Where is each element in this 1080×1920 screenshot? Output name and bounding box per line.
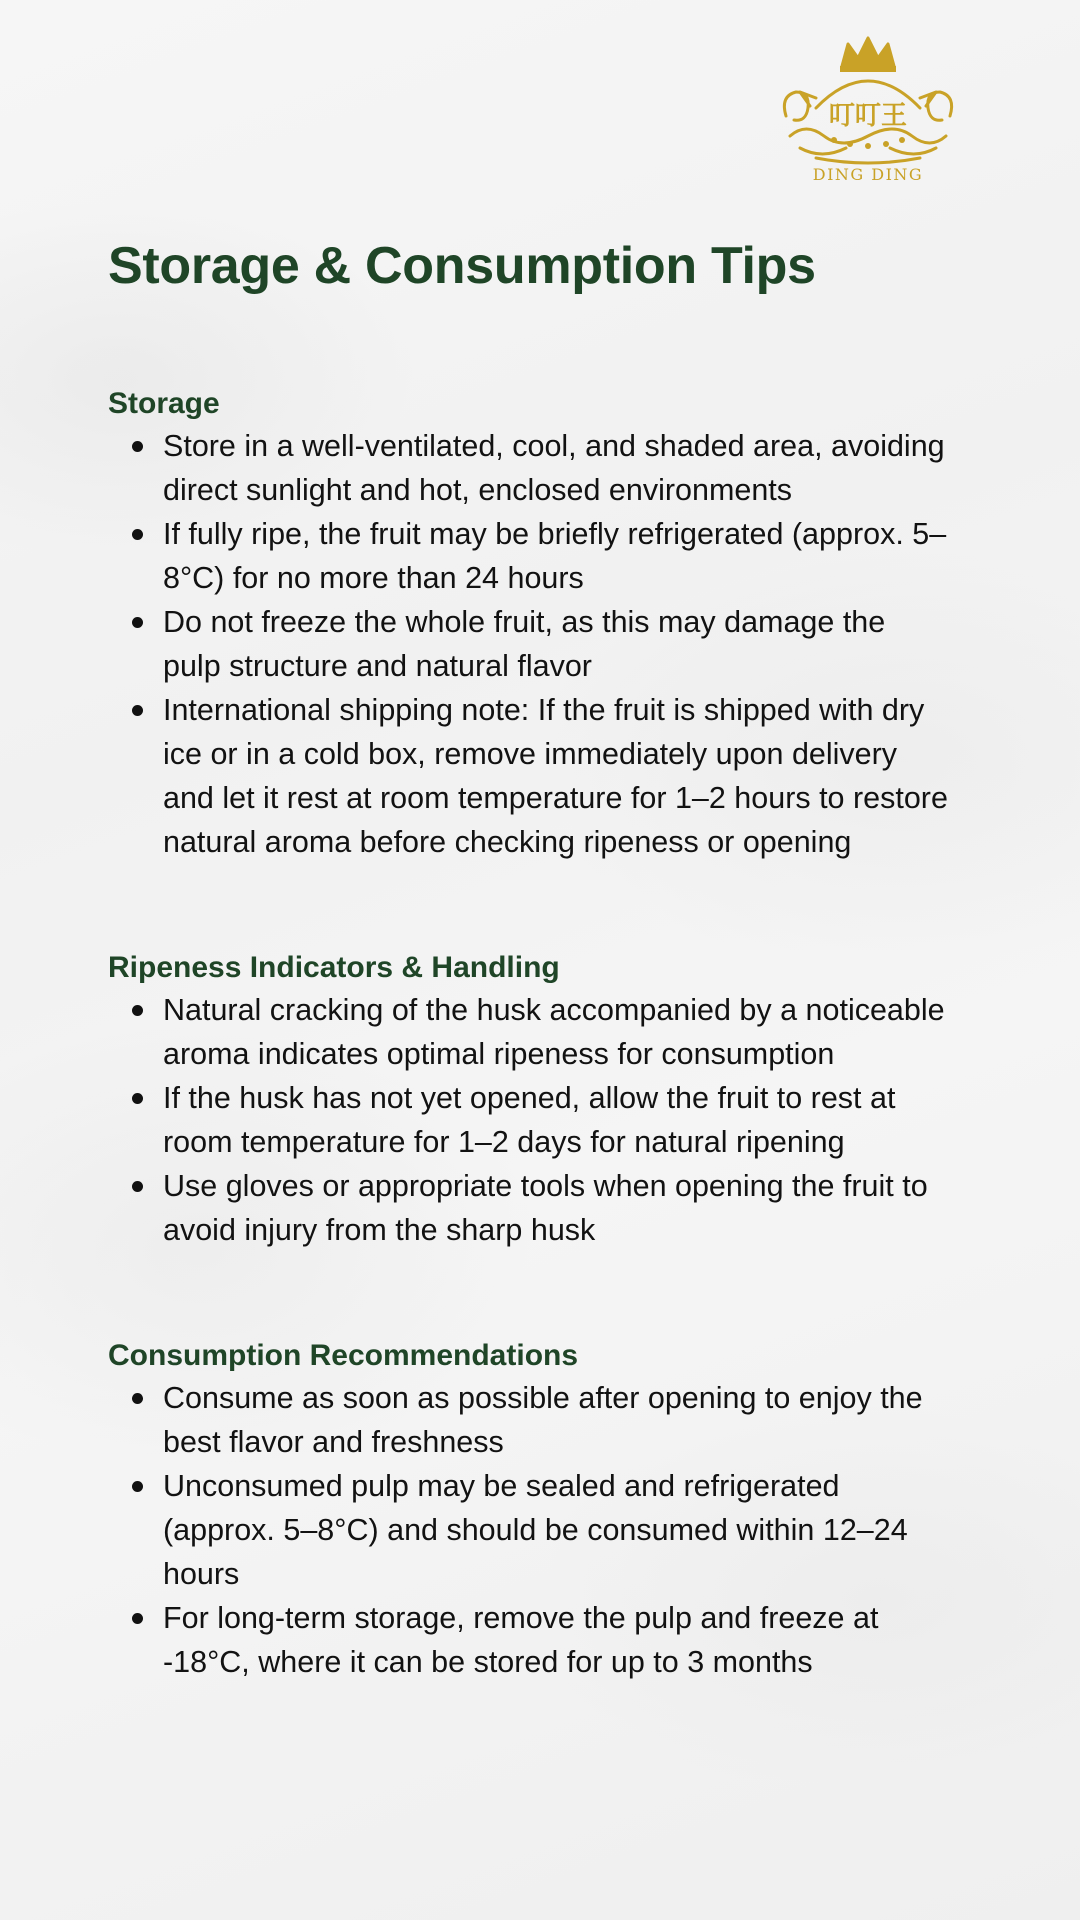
list-item [108, 1164, 948, 1252]
brand-logo [776, 36, 960, 186]
list-item [108, 988, 948, 1076]
section-consumption [108, 1336, 948, 1684]
list-item-text: Do not freeze the whole fruit, as this may damage the pulp structure and natural flavor [163, 605, 886, 683]
bullet-icon [132, 1181, 143, 1192]
section-storage [108, 384, 948, 864]
list-item [108, 424, 948, 512]
bullet-icon [132, 1481, 143, 1492]
list-item-text: Natural cracking of the husk accompanied by a noticeable aroma indicates optimal ripeness for consumption [163, 993, 945, 1071]
list-item-text: For long-term storage, remove the pulp and freeze at -18°C, where it can be stored for up to 3 months [163, 1601, 879, 1679]
list-item [108, 1076, 948, 1164]
bullet-icon [132, 617, 143, 628]
bullet-icon [132, 1393, 143, 1404]
section-ripeness [108, 948, 948, 1252]
main-content [108, 232, 948, 1684]
list-item-text: Consume as soon as possible after opening to enjoy the best flavor and freshness [163, 1381, 923, 1459]
section-heading: Consumption Recommendations [108, 1339, 579, 1372]
list-item-text: If fully ripe, the fruit may be briefly refrigerated (approx. 5–8°C) for no more than 24 hours [163, 517, 947, 595]
bullet-icon [132, 1093, 143, 1104]
list-item-text: International shipping note: If the fruit is shipped with dry ice or in a cold box, remove immediately upon delivery and let it rest at room temperature for 1–2 hours to restore natural aroma before checking ripeness or opening [163, 693, 948, 859]
list-item-text: Use gloves or appropriate tools when opening the fruit to avoid injury from the sharp husk [163, 1169, 928, 1247]
bullet-list [108, 424, 948, 864]
bullet-icon [132, 1613, 143, 1624]
section-heading: Ripeness Indicators & Handling [108, 951, 560, 984]
list-item [108, 1376, 948, 1464]
list-item-text: Store in a well-ventilated, cool, and shaded area, avoiding direct sunlight and hot, enclosed environments [163, 429, 945, 507]
list-item [108, 512, 948, 600]
list-item-text: If the husk has not yet opened, allow the fruit to rest at room temperature for 1–2 days for natural ripening [163, 1081, 896, 1159]
logo-text-en: DING DING [812, 165, 924, 184]
list-item [108, 1464, 948, 1596]
list-item [108, 600, 948, 688]
bullet-icon [132, 1005, 143, 1016]
bullet-icon [132, 705, 143, 716]
section-heading: Storage [108, 387, 220, 420]
page-title: Storage & Consumption Tips [108, 237, 816, 295]
crown-logo-icon [776, 36, 960, 186]
bullet-icon [132, 441, 143, 452]
bullet-list [108, 1376, 948, 1684]
bullet-icon [132, 529, 143, 540]
logo-text-cn: 叮叮王 [828, 101, 908, 131]
list-item [108, 1596, 948, 1684]
list-item [108, 688, 948, 864]
bullet-list [108, 988, 948, 1252]
list-item-text: Unconsumed pulp may be sealed and refrigerated (approx. 5–8°C) and should be consumed within 12–24 hours [163, 1469, 908, 1591]
